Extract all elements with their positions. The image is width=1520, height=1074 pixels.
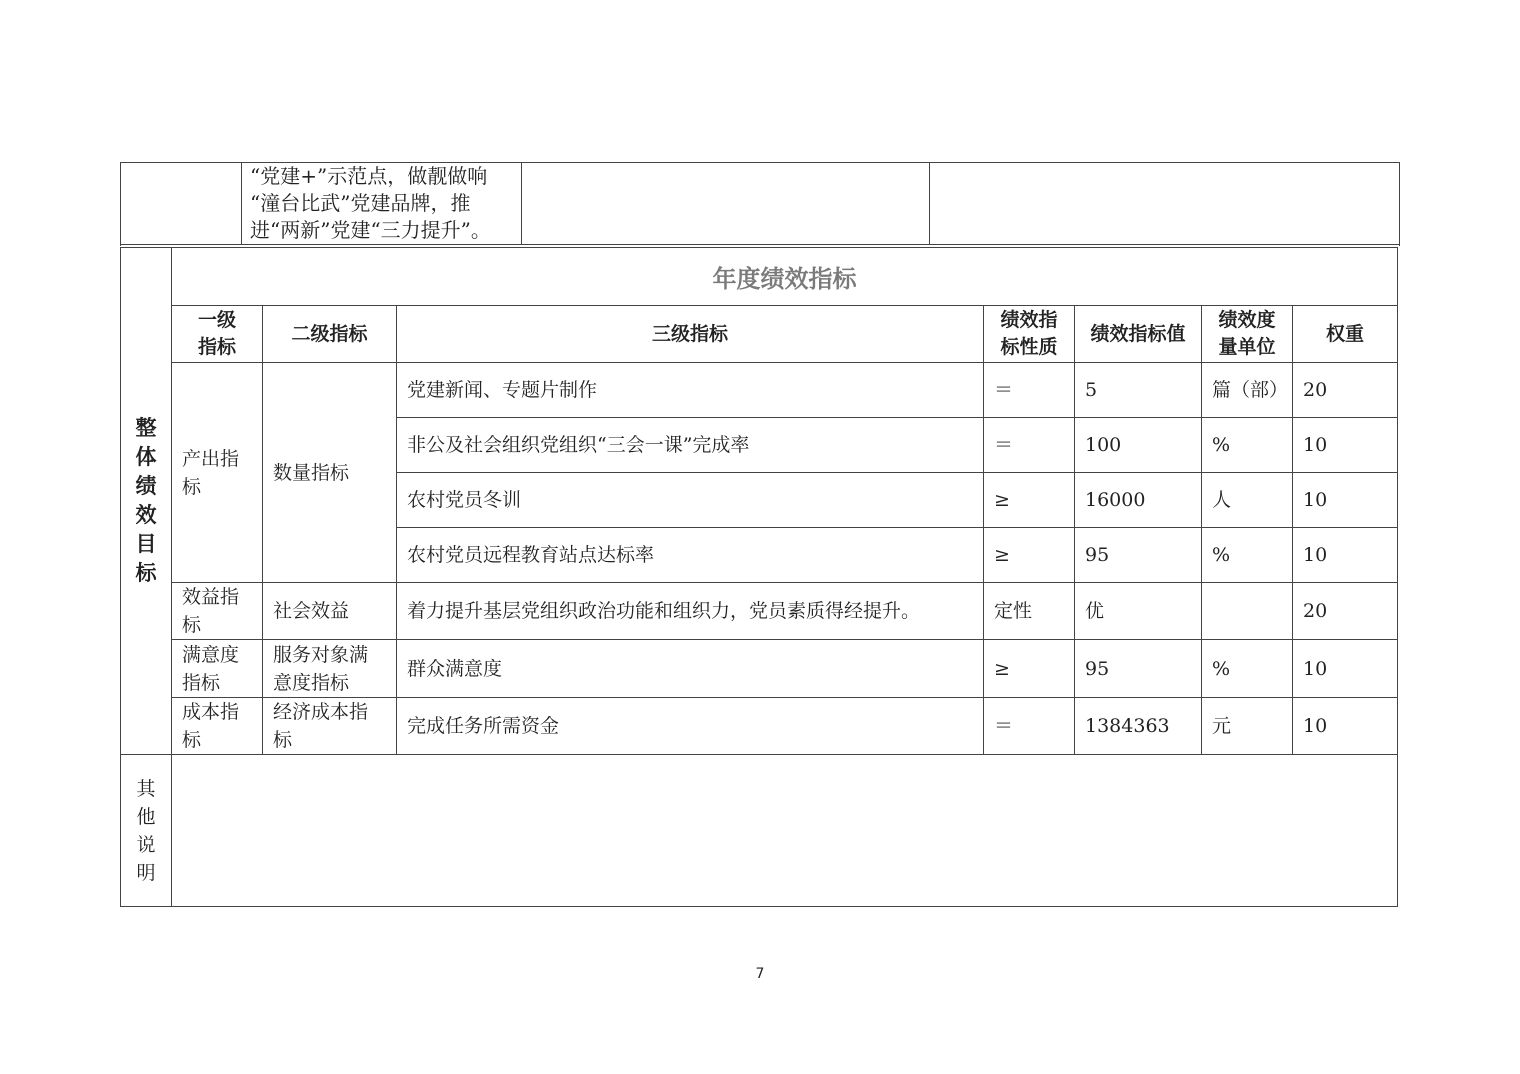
row-weight: 10 xyxy=(1303,434,1328,456)
row-value: 5 xyxy=(1085,379,1098,401)
row-weight: 10 xyxy=(1303,544,1328,566)
group-satisfaction-level2: 服务对象满意度指标 xyxy=(273,643,369,694)
row-value: 优 xyxy=(1085,600,1105,622)
row-level3: 党建新闻、专题片制作 xyxy=(407,379,598,401)
row-level3: 完成任务所需资金 xyxy=(407,715,560,737)
side-label: 整体绩效目标 xyxy=(135,416,157,585)
row-value: 100 xyxy=(1085,434,1122,456)
row-weight: 10 xyxy=(1303,489,1328,511)
other-label-cell xyxy=(121,755,171,906)
header-level2: 二级指标 xyxy=(291,322,368,345)
section-title: 年度绩效指标 xyxy=(712,265,857,293)
other-label: 其他说明 xyxy=(136,777,156,884)
row-weight: 20 xyxy=(1303,600,1328,622)
group-output-level2: 数量指标 xyxy=(273,461,350,484)
group-benefit-level2: 社会效益 xyxy=(273,600,350,622)
row-value: 1384363 xyxy=(1085,715,1170,737)
row-weight: 10 xyxy=(1303,715,1328,737)
header-unit: 绩效度量单位 xyxy=(1218,309,1276,358)
row-unit xyxy=(1202,583,1292,639)
row-value: 95 xyxy=(1085,657,1110,680)
header-level1: 一级指标 xyxy=(197,309,236,358)
group-benefit-level1: 效益指标 xyxy=(182,586,240,636)
row-weight: 10 xyxy=(1303,657,1328,680)
header-level3: 三级指标 xyxy=(651,322,728,345)
top-text-block xyxy=(250,163,518,244)
row-unit: % xyxy=(1212,434,1231,456)
row-nature: ＝ xyxy=(994,434,1014,456)
row-nature: ≥ xyxy=(994,489,1010,511)
row-unit: % xyxy=(1212,544,1231,566)
other-content xyxy=(172,755,1397,906)
row-level3: 农村党员冬训 xyxy=(407,489,522,511)
side-label-cell xyxy=(121,248,171,754)
group-satisfaction-level1: 满意度指标 xyxy=(182,643,240,694)
row-unit: % xyxy=(1212,657,1231,680)
row-level3: 农村党员远程教育站点达标率 xyxy=(407,544,655,566)
row-nature: 定性 xyxy=(994,600,1033,622)
row-unit: 人 xyxy=(1212,489,1232,511)
row-unit: 元 xyxy=(1212,715,1232,737)
row-nature: ＝ xyxy=(994,715,1014,737)
row-level3: 非公及社会组织党组织“三会一课”完成率 xyxy=(407,434,750,456)
group-output-level1: 产出指标 xyxy=(182,447,240,498)
header-nature: 绩效指标性质 xyxy=(1000,309,1058,358)
top-text-line: “潼台比武”党建品牌，推 xyxy=(250,191,471,215)
group-cost-level1: 成本指标 xyxy=(182,701,240,751)
row-nature: ≥ xyxy=(994,657,1010,680)
row-level3: 着力提升基层党组织政治功能和组织力，党员素质得经提升。 xyxy=(407,600,921,622)
group-cost-level2: 经济成本指标 xyxy=(273,701,369,751)
row-nature: ＝ xyxy=(994,379,1014,401)
header-weight: 权重 xyxy=(1325,322,1364,345)
row-value: 95 xyxy=(1085,544,1110,566)
top-text-line: 进“两新”党建“三力提升”。 xyxy=(250,218,491,242)
row-unit: 篇（部） xyxy=(1212,379,1289,401)
row-value: 16000 xyxy=(1085,489,1146,511)
row-level3: 群众满意度 xyxy=(407,657,503,680)
header-value: 绩效指标值 xyxy=(1090,322,1186,345)
top-text-line: “党建+”示范点，做靓做响 xyxy=(250,164,488,188)
page-number: 7 xyxy=(755,966,765,982)
row-nature: ≥ xyxy=(994,544,1010,566)
row-weight: 20 xyxy=(1303,379,1328,401)
